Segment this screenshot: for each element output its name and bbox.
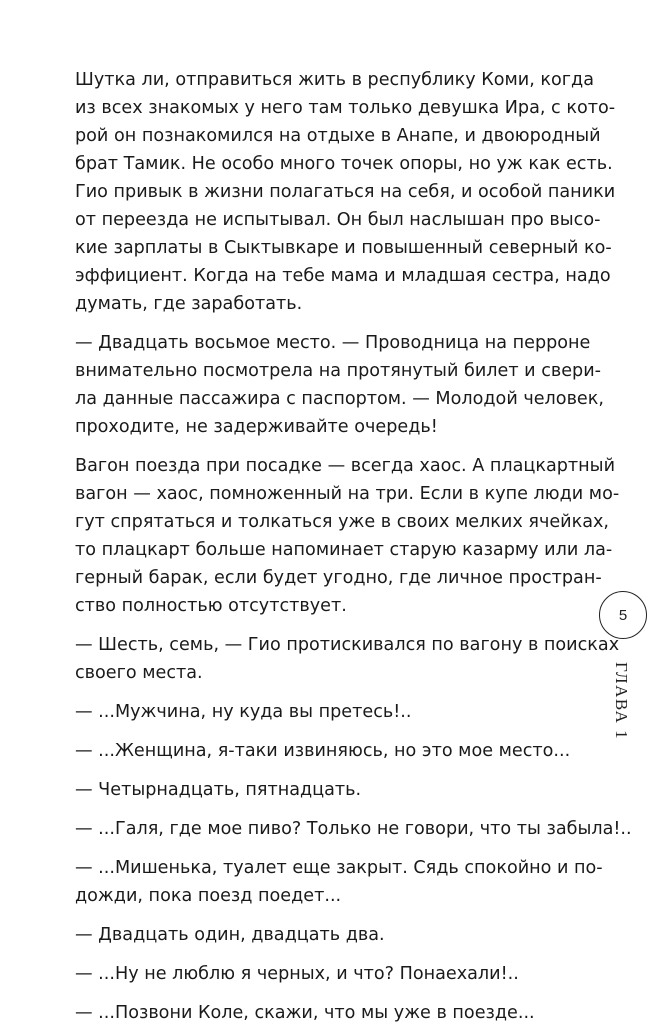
text-line: гут спрятаться и толкаться уже в своих мелких ячейках, <box>75 512 610 532</box>
paragraph <box>75 452 620 620</box>
text-line: — ...Мужчина, ну куда вы претесь!.. <box>75 702 412 722</box>
text-line: то плацкарт больше напоминает старую казарму или ла- <box>75 540 613 560</box>
text-line: — Шесть, семь, — Гио протискивался по вагону в поисках <box>75 635 620 655</box>
chapter-label: ГЛАВА 1 <box>612 662 631 741</box>
text-line: брат Тамик. Не особо много точек опоры, но уж как есть. <box>75 154 613 174</box>
text-line: думать, где заработать. <box>75 294 303 314</box>
paragraph <box>75 960 585 988</box>
text-line: рой он познакомился на отдыхе в Анапе, и двоюродный <box>75 126 601 146</box>
text-line: ство полностью отсутствует. <box>75 596 347 616</box>
paragraph <box>75 698 585 726</box>
text-line: — Двадцать восьмое место. — Проводница на перроне <box>75 333 591 353</box>
text-line: — ...Ну не люблю я черных, и что? Понаехали!.. <box>75 964 519 984</box>
text-line: из всех знакомых у него там только девушка Ира, с кото- <box>75 98 616 118</box>
text-line: — ...Женщина, я-таки извиняюсь, но это мое место... <box>75 741 571 761</box>
text-line: — Четырнадцать, пятнадцать. <box>75 780 362 800</box>
text-line: проходите, не задерживайте очередь! <box>75 417 438 437</box>
text-line: — ...Мишенька, туалет еще закрыт. Сядь спокойно и по- <box>75 858 603 878</box>
paragraph <box>75 999 585 1027</box>
paragraph <box>75 329 604 441</box>
page-number: 5 <box>618 606 628 624</box>
text-line: внимательно посмотрела на протянутый билет и свери- <box>75 361 602 381</box>
text-line: — Двадцать один, двадцать два. <box>75 925 385 945</box>
text-line: кие зарплаты в Сыктывкаре и повышенный северный ко- <box>75 238 612 258</box>
text-line: эффициент. Когда на тебе мама и младшая сестра, надо <box>75 266 611 286</box>
paragraph <box>75 854 603 910</box>
text-line: от переезда не испытывал. Он был наслышан про высо- <box>75 210 601 230</box>
paragraph <box>75 921 585 949</box>
text-line: — ...Позвони Коле, скажи, что мы уже в поезде... <box>75 1003 535 1023</box>
text-line: вагон — хаос, помноженный на три. Если в купе люди мо- <box>75 484 620 504</box>
paragraph <box>75 66 616 318</box>
text-line: Вагон поезда при посадке — всегда хаос. А плацкартный <box>75 456 616 476</box>
text-line: дожди, пока поезд поедет... <box>75 886 342 906</box>
paragraph <box>75 737 585 765</box>
text-line: герный барак, если будет угодно, где личное простран- <box>75 568 602 588</box>
paragraph <box>75 631 620 687</box>
text-line: своего места. <box>75 663 203 683</box>
text-line: ла данные пассажира с паспортом. — Молодой человек, <box>75 389 604 409</box>
paragraph <box>75 776 585 804</box>
text-line: Шутка ли, отправиться жить в республику Коми, когда <box>75 70 594 90</box>
text-line: Гио привык в жизни полагаться на себя, и особой паники <box>75 182 616 202</box>
paragraph <box>75 815 632 843</box>
page-number-badge <box>599 591 647 639</box>
text-line: — ...Галя, где мое пиво? Только не говори, что ты забыла!.. <box>75 819 632 839</box>
